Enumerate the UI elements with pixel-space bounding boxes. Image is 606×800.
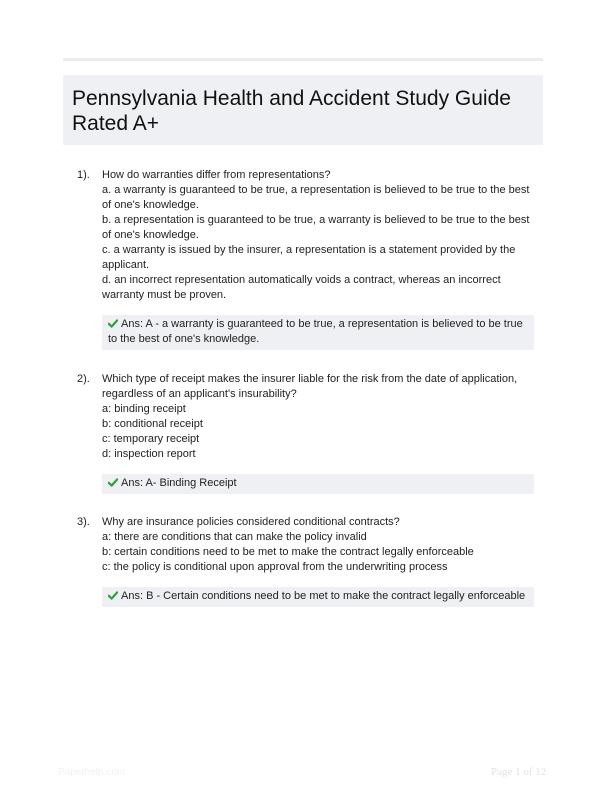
title-banner — [63, 75, 543, 145]
question-number: 3). — [77, 516, 90, 528]
option-c: c: temporary receipt — [102, 433, 200, 445]
question-1 — [77, 168, 547, 350]
check-icon — [108, 478, 118, 487]
document-title: Pennsylvania Health and Accident Study Guide Rated A+ — [72, 87, 511, 135]
option-c: c: the policy is conditional upon approval from the underwriting process — [102, 561, 448, 573]
option-d: d: inspection report — [102, 448, 196, 460]
question-2 — [77, 372, 547, 494]
question-text: Which type of receipt makes the insurer liable for the risk from the date of application, regardless of an applicant's insurability? — [102, 373, 518, 400]
question-body — [102, 515, 538, 575]
question-number: 1). — [77, 169, 90, 181]
option-b: b. a representation is guaranteed to be true, a warranty is believed to be true to the best of one's knowledge. — [102, 214, 530, 241]
question-3 — [77, 515, 547, 607]
option-d: d. an incorrect representation automatically voids a contract, whereas an incorrect warranty must be proven. — [102, 274, 501, 301]
option-b: b: conditional receipt — [102, 418, 203, 430]
option-a: a: binding receipt — [102, 403, 186, 415]
option-a: a. a warranty is guaranteed to be true, a representation is believed to be true to the best of one's knowledge. — [102, 184, 530, 211]
question-body — [102, 168, 538, 303]
footer-watermark: Paperhelp.com — [58, 767, 126, 778]
option-c: c. a warranty is issued by the insurer, a representation is a statement provided by the applicant. — [102, 244, 516, 271]
question-text: Why are insurance policies considered conditional contracts? — [102, 516, 400, 528]
question-number: 2). — [77, 373, 90, 385]
answer-text: Ans: A- Binding Receipt — [121, 477, 237, 489]
answer-box — [102, 587, 534, 607]
top-divider — [63, 58, 543, 61]
question-text: How do warranties differ from representations? — [102, 169, 331, 181]
answer-text: Ans: A - a warranty is guaranteed to be true, a representation is believed to be true to the best of one's knowledge. — [108, 318, 523, 345]
answer-text: Ans: B - Certain conditions need to be met to make the contract legally enforceable — [121, 590, 526, 602]
option-b: b: certain conditions need to be met to make the contract legally enforceable — [102, 546, 474, 558]
check-icon — [108, 319, 118, 328]
option-a: a: there are conditions that can make the policy invalid — [102, 531, 367, 543]
check-icon — [108, 591, 118, 600]
answer-box — [102, 474, 534, 494]
answer-box — [102, 315, 534, 350]
question-body — [102, 372, 538, 462]
page-indicator: Page 1 of 12 — [491, 766, 547, 778]
